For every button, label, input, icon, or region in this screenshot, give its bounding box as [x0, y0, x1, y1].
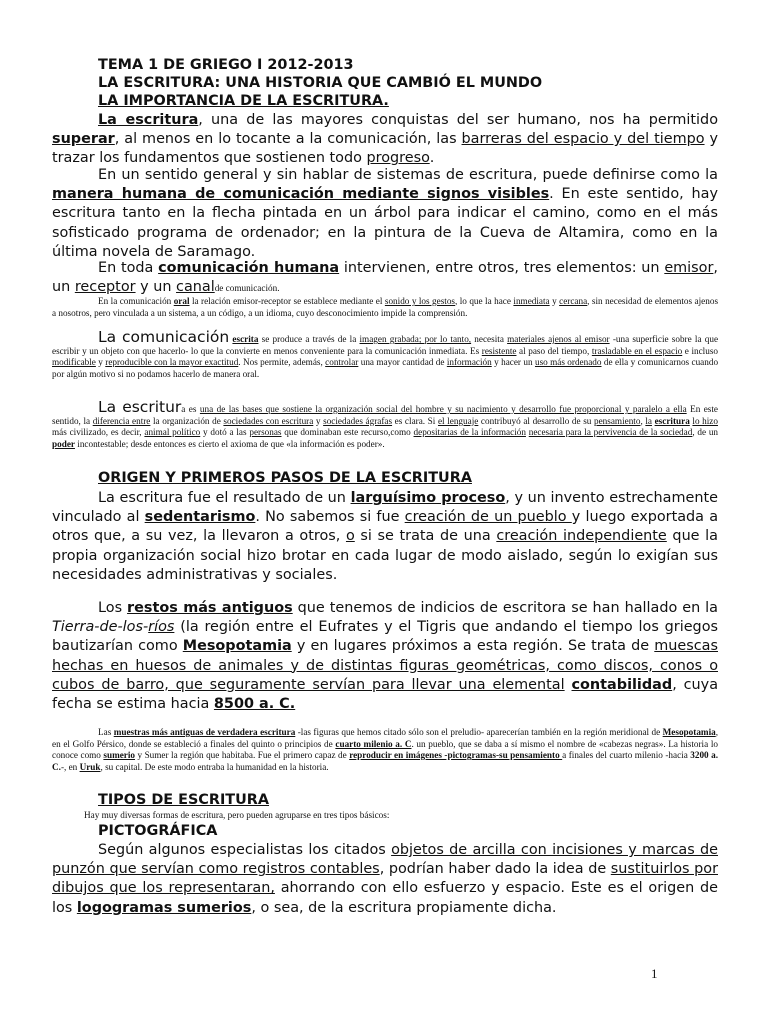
- section-heading-tipos: TIPOS DE ESCRITURA: [98, 792, 270, 808]
- paragraph-comunicacion-humana: En toda comunicación humana intervienen, entre otros, tres elementos: un emisor, un receptor y un canalde comunicación.: [52, 260, 718, 296]
- section-heading-pictografica: PICTOGRÁFICA: [98, 823, 218, 839]
- page-number: 1: [651, 966, 658, 981]
- note-escritura-organizacion-social: La escritura es una de las bases que sostiene la organización social del hombre y su nacimiento y desarrollo fue proporcional y paralelo a ella En este sentido, la diferencia entre la organización de sociedades con escritura y sociedades ágrafas es clara. Si el lenguaje contribuyó al desarrollo de su pensamiento, la escritura lo hizo más civilizado, es decir, animal político y dotó a las personas que dominaban este recurso,como depositarias de la información necesaria para la pervivencia de la sociedad, de un poder incontestable; desde entonces es cierto el axioma de que «la información es poder».: [52, 398, 719, 449]
- paragraph-escritura-conquista: La escritura, una de las mayores conquistas del ser humano, nos ha permitido superar, al menos en lo tocante a la comunicación, las barreras del espacio y del tiempo y trazar los fundamentos que sostienen todo progreso.: [52, 112, 718, 167]
- document-subtitle: LA ESCRITURA: UNA HISTORIA QUE CAMBIÓ EL MUNDO: [98, 75, 543, 91]
- document-title: TEMA 1 DE GRIEGO I 2012-2013: [98, 57, 354, 73]
- note-comunicacion-escrita: La comunicación escrita se produce a través de la imagen grabada; por lo tanto, necesita materiales ajenos al emisor -una superficie sobre la que escribir y un objeto con que hacerlo- lo que la convierte en menos conveniente para la comunicación inmediata. Es resistente al paso del tiempo, trasladable en el espacio e incluso modificable y reproducible con la mayor exactitud. Nos permite, además, controlar una mayor cantidad de información y hacer un uso más ordenado de ella y comunicarnos cuando por algún motivo si no podamos hacerlo de manera oral.: [52, 328, 719, 379]
- note-muestras-escritura: Las muestras más antiguas de verdadera escritura -las figuras que hemos citado sólo son el preludio- aparecerían también en la región meridional de Mesopotamia, en el Golfo Pérsico, donde se estableció a finales del quinto o principios de cuarto milenio a. C. un pueblo, que se daba a sí mismo el nombre de «cabezas negras». La historia lo conoce como sumerio y Sumer la región que habitaba. Fue el primero capaz de reproducir en imágenes -pictogramas-su pensamiento a finales del cuarto milenio -hacia 3200 a. C.-, en Uruk, su capital. De este modo entraba la humanidad en la historia.: [52, 727, 719, 772]
- paragraph-restos-antiguos: Los restos más antiguos que tenemos de indicios de escritora se han hallado en la Tierra-de-los-ríos (la región entre el Eufrates y el Tigris que andando el tiempo los griegos bautizarían como Mesopotamia y en lugares próximos a esta región. Se trata de muescas hechas en huesos de animales y de distintas figuras geométricas, como discos, conos o cubos de barro, que seguramente servían para llevar una elemental contabilidad, cuya fecha se estima hacia 8500 a. C.: [52, 600, 719, 713]
- section-heading-origen: ORIGEN Y PRIMEROS PASOS DE LA ESCRITURA: [98, 470, 472, 486]
- tipos-intro: Hay muy diversas formas de escritura, pero pueden agruparse en tres tipos básicos:: [84, 810, 390, 820]
- section-heading-importancia: LA IMPORTANCIA DE LA ESCRITURA.: [98, 93, 389, 109]
- paragraph-sentido-general: En un sentido general y sin hablar de sistemas de escritura, puede definirse como la manera humana de comunicación mediante signos visibles. En este sentido, hay escritura tanto en la flecha pintada en un árbol para indicar el camino, como en el más sofisticado programa de ordenador; en la pintura de la Cueva de Altamira, como en la última novela de Saramago.: [52, 167, 718, 260]
- paragraph-origen: La escritura fue el resultado de un larguísimo proceso, y un invento estrechamente vinculado al sedentarismo. No sabemos si fue creación de un pueblo y luego exportada a otros que, a su vez, la llevaron a otros, o si se trata de una creación independiente que la propia organización social hizo brotar en cada lugar de modo aislado, según lo exigían sus necesidades administrativas y sociales.: [52, 490, 719, 583]
- note-comunicacion-oral: En la comunicación oral la relación emisor-receptor se establece mediante el sonido y los gestos, lo que la hace inmediata y cercana, sin necesidad de elementos ajenos a nosotros, pero vinculada a un sistema, a un código, a un idioma, cuyo desconocimiento impide la comprensión.: [52, 296, 719, 318]
- paragraph-pictografica: Según algunos especialistas los citados objetos de arcilla con incisiones y marcas de punzón que servían como registros contables, podrían haber dado la idea de sustituirlos por dibujos que los representaran, ahorrando con ello esfuerzo y espacio. Este es el origen de los logogramas sumerios, o sea, de la escritura propiamente dicha.: [52, 842, 719, 916]
